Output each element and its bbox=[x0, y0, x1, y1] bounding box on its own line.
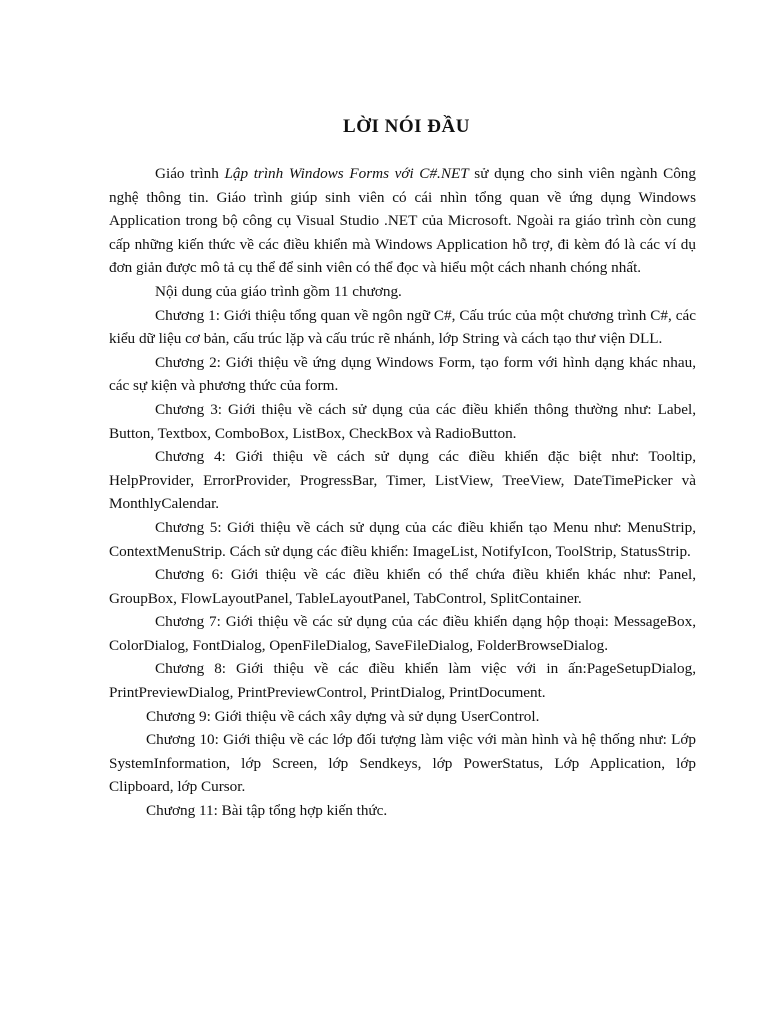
chapter-9-paragraph: Chương 9: Giới thiệu về cách xây dựng và sử dụng UserControl. bbox=[146, 707, 540, 725]
chapter-3-paragraph: Chương 3: Giới thiệu về cách sử dụng của các điều khiển thông thường như: Label, Button, Textbox, ComboBox, ListBox, CheckBox và RadioButton. bbox=[109, 400, 696, 442]
chapter-6-paragraph: Chương 6: Giới thiệu về các điều khiển có thể chứa điều khiển khác như: Panel, GroupBox, FlowLayoutPanel, TableLayoutPanel, TabControl, SplitContainer. bbox=[109, 566, 696, 607]
chapter-7-paragraph: Chương 7: Giới thiệu về các sử dụng của các điều khiển dạng hộp thoại: MessageBox, ColorDialog, FontDialog, OpenFileDialog, SaveFileDialog, FolderBrowseDialog. bbox=[109, 613, 696, 654]
intro-paragraph bbox=[109, 162, 696, 280]
page-title: LỜI NÓI ĐẦU bbox=[343, 116, 470, 137]
chapter-2-paragraph: Chương 2: Giới thiệu về ứng dụng Windows Form, tạo form với hình dạng khác nhau, các sự kiện và phương thức của form. bbox=[109, 353, 696, 395]
content-intro-paragraph: Nội dung của giáo trình gồm 11 chương. bbox=[155, 282, 402, 300]
chapter-4-paragraph: Chương 4: Giới thiệu về cách sử dụng các điều khiển đặc biệt như: Tooltip, HelpProvider, ErrorProvider, ProgressBar, Timer, ListView, TreeView, DateTimePicker và MonthlyCalendar. bbox=[109, 448, 696, 513]
chapter-10-paragraph: Chương 10: Giới thiệu về các lớp đối tượng làm việc với màn hình và hệ thống như: Lớp SystemInformation, lớp Screen, lớp Sendkeys, lớp PowerStatus, Lớp Application, lớp Clipboard, lớp Cursor. bbox=[109, 731, 696, 796]
chapter-11-paragraph: Chương 11: Bài tập tổng hợp kiến thức. bbox=[146, 802, 388, 820]
intro-text-start: Giáo trình bbox=[155, 165, 225, 182]
intro-text-rest: sử dụng cho sinh viên ngành Công nghệ thông tin. Giáo trình giúp sinh viên có cái nhìn tổng quan về ứng dụng Windows Application trong bộ công cụ Visual Studio .NET của Microsoft. Ngoài ra giáo trình còn cung cấp những kiến thức về các điều khiển mà Windows Application hỗ trợ, đi kèm đó là các ví dụ đơn giản được mô tả cụ thể để sinh viên có thể đọc và hiểu một cách nhanh chóng nhất. bbox=[109, 165, 696, 277]
chapter-5-paragraph: Chương 5: Giới thiệu về cách sử dụng của các điều khiển tạo Menu như: MenuStrip, ContextMenuStrip. Cách sử dụng các điều khiển: ImageList, NotifyIcon, ToolStrip, StatusStrip. bbox=[109, 518, 696, 560]
chapter-8-paragraph: Chương 8: Giới thiệu về các điều khiển làm việc với in ấn:PageSetupDialog, PrintPreviewDialog, PrintPreviewControl, PrintDialog, PrintDocument. bbox=[109, 660, 696, 702]
document-body bbox=[109, 162, 696, 823]
chapter-1-paragraph: Chương 1: Giới thiệu tổng quan về ngôn ngữ C#, Cấu trúc của một chương trình C#, các kiểu dữ liệu cơ bản, cấu trúc lặp và cấu trúc rẽ nhánh, lớp String và cách tạo thư viện DLL. bbox=[109, 306, 696, 348]
book-title-italic: Lập trình Windows Forms với C#.NET bbox=[224, 165, 469, 182]
